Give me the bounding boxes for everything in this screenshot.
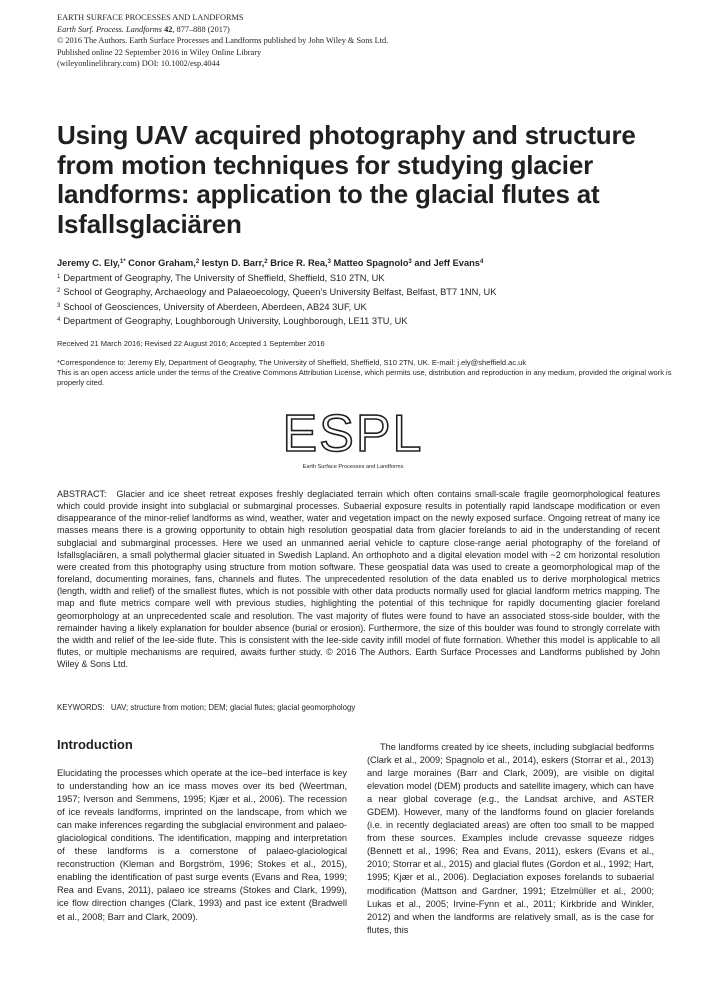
author: Matteo Spagnolo$^3$ [333,258,412,268]
abstract-text: Glacier and ice sheet retreat exposes freshly deglaciated terrain which often contains small-scale fragile geomorphological features which could provide insight into subglacial or submarginal processes. Subaerial exposure results in potentially rapid landscape modification or even disappearance of the minor-relief landforms as wind, weather, water and vegetation impact on the newly exposed surface. Ongoing retreat of many ice masses means there is a growing opportunity to obtain high resolution geospatial data from glacier forelands to aid in the understanding of recent subglacial and submarginal processes. Here we used an unmanned aerial vehicle to capture close-range aerial photography of the foreland of Isfallsglaciären, a small polythermal glacier situated in Swedish Lapland. An orthophoto and a digital elevation model with ~2 cm horizontal resolution were created from this photography using structure from motion software. These geospatial data was used to create a geomorphological map of the foreland, documenting moraines, fans, channels and flutes. The unprecedented resolution of the data enabled us to derive morphological metrics (length, width and relief) of the smallest flutes, which is not possible with other data products normally used for glacial landform metrics mapping. The map and flute metrics compare well with previous studies, highlighting the potential of this technique for rapidly documenting glacier foreland geomorphology at an unprecedented scale and resolution. The vast majority of flutes were found to have an associated stoss-side boulder, with the remainder having a likely explanation for boulder absence (burial or erosion). Furthermore, the size of this boulder was found to strongly correlate with the width and relief of the lee-side flute. This is consistent with the lee-side cavity infill model of flute formation. Whether this model is applicable to all flutes, or multiple mechanisms are required, awaits further study. © 2016 The Authors. Earth Surface Processes and Landforms published by John Wiley & Sons Ltd. [57,489,660,670]
author: Brice R. Rea,$^3$ [270,258,331,268]
correspondence-note: *Correspondence to: Jeremy Ely, Department of Geography, The University of Sheffield, Sheffield, S10 2TN, UK. E-mail: j.ely@sheffield.ac.uk [57,358,527,367]
author: Iestyn D. Barr,$^2$ [201,258,268,268]
affiliation: $^1$ Department of Geography, The University of Sheffield, Sheffield, S10 2TN, UK [57,273,385,283]
logo-wordmark: ESPL [282,405,424,463]
logo-subtitle: Earth Surface Processes and Landforms [302,464,404,470]
keywords-text: UAV; structure from motion; DEM; glacial flutes; glacial geomorphology [110,703,356,712]
article-notes [57,358,672,389]
keywords-label: KEYWORDS: [57,703,105,712]
affiliation: $^4$ Department of Geography, Loughborough University, Loughborough, LE11 3TU, UK [57,315,408,326]
author: Jeremy C. Ely,$^{1*}$ [57,258,126,268]
citation-journal: Earth Surf. Process. Landforms [57,24,163,34]
citation-line [57,24,657,36]
abstract [57,488,660,670]
citation-pages: , 877–888 (2017) [172,24,230,34]
intro-paragraph-left: Elucidating the processes which operate at the ice–bed interface is key to understanding how an ice mass moves over its bed (Weertman, 1957; Iverson and Semmens, 1995; Kjær et al., 2006). The recession of ice reveals landforms, imprinted on the landscape, from which we can make inferences regarding the subglacial environment and palaeo-glaciological conditions. The identification, mapping and interpretation of these landforms is a cornerstone of palaeo-glaciological reconstruction (Kleman and Borgström, 1996; Stokes et al., 2015), enabling the identification of past surge events (Evans and Rea, 1999; Rea and Evans, 2011), palaeo ice streams (Stokes and Clark, 1999), ice flow direction changes (Clark, 1993) and past ice extent (Bradwell et al., 2008; Barr and Clark, 2009). [57,768,347,922]
espl-logo [278,405,428,478]
doi-line: (wileyonlinelibrary.com) DOI: 10.1002/esp.4044 [57,59,220,68]
license-note: This is an open access article under the terms of the Creative Commons Attribution License, which permits use, distribution and reproduction in any medium, provided the original work is properly cited. [57,368,672,388]
affiliation: $^2$ School of Geography, Archaeology and Palaeoecology, Queen’s University Belfast, Belfast, BT7 1NN, UK [57,287,497,298]
section-heading-introduction: Introduction [57,737,133,752]
abstract-label: ABSTRACT: [57,489,107,499]
author: and Jeff Evans$^4$ [414,258,484,268]
author-list [57,258,483,268]
citation-volume: 42 [164,24,173,34]
affiliation: $^3$ School of Geosciences, University of Aberdeen, Aberdeen, AB24 3UF, UK [57,301,367,312]
intro-paragraph-right: The landforms created by ice sheets, including subglacial bedforms (Clark et al., 2009; Spagnolo et al., 2014), eskers (Storrar et al., 2013) and large moraines (Barr and Clark, 2009), are visible on digital elevation model (DEM) products and satellite imagery, which can have a near global coverage (e.g., the Landsat archive, and ASTER GDEM). However, many of the landforms found on glacier forelands (i.e. in recently deglaciated areas) are often too small to be mapped from these sources. Examples include crevasse squeeze ridges (Bennett et al., 1996; Rea and Evans, 2011), eskers (Evans et al., 2010; Storrar et al., 2015) and glacial flutes (Gordon et al., 1992; Hart, 1995; Kjær et al., 2006). Deglaciation exposes forelands to subaerial modification (Mattson and Gardner, 1991; Etzelmüller et al., 2000; Lukas et al., 2005; Irvine-Fynn et al., 2011; Kirkbride and Winkler, 2012) and when the landforms are relatively small, as is the case for flutes, this [367,742,654,935]
affiliation-list [57,271,496,328]
published-online-line: Published online 22 September 2016 in Wiley Online Library [57,47,262,57]
article-title: Using UAV acquired photography and structure from motion techniques for studying glacier landforms: application to the glacial flutes at Isfallsglaciären [57,120,636,239]
copyright-line: © 2016 The Authors. Earth Surface Processes and Landforms published by John Wiley & Sons Ltd. [57,36,389,45]
journal-name: EARTH SURFACE PROCESSES AND LANDFORMS [57,13,244,22]
keywords [57,703,355,712]
author: Conor Graham,$^2$ [128,258,200,268]
article-dates: Received 21 March 2016; Revised 22 August 2016; Accepted 1 September 2016 [57,339,325,348]
journal-header [57,12,657,70]
